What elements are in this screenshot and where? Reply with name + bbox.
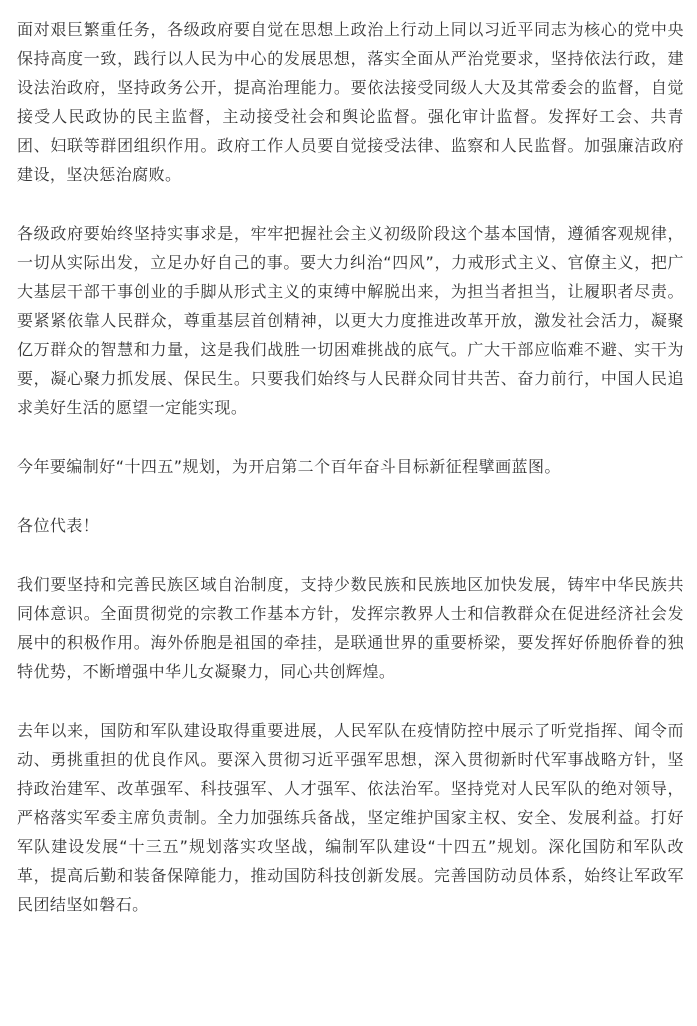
paragraph-five-year-plan: 今年要编制好“十四五”规划，为开启第二个百年奋斗目标新征程擘画蓝图。 [17,457,561,476]
paragraph-ethnic-religious-affairs: 我们要坚持和完善民族区域自治制度，支持少数民族和民族地区加快发展，铸牢中华民族共同体意识。全面贯彻党的宗教工作基本方针，发挥宗教界人士和信教群众在促进经济社会发展中的积极作用。海外侨胞是祖国的牵挂，是联通世界的重要桥梁，要发挥好侨胞侨眷的独特优势，不断增强中华儿女凝聚力，同心共创辉煌。 [17,575,684,681]
paragraph-address-deputies: 各位代表！ [17,516,100,535]
paragraph-seek-truth-from-facts: 各级政府要始终坚持实事求是，牢牢把握社会主义初级阶段这个基本国情，遵循客观规律，一切从实际出发，立足办好自己的事。要大力纠治“四风”，力戒形式主义、官僚主义，把广大基层干部干事创业的手脚从形式主义的束缚中解脱出来，为担当者担当，让履职者尽责。要紧紧依靠人民群众，尊重基层首创精神，以更大力度推进改革开放，激发社会活力，凝聚亿万群众的智慧和力量，这是我们战胜一切困难挑战的底气。广大干部应临难不避、实干为要，凝心聚力抓发展、保民生。只要我们始终与人民群众同甘共苦、奋力前行，中国人民追求美好生活的愿望一定能实现。 [17,224,684,417]
paragraph-national-defense: 去年以来，国防和军队建设取得重要进展，人民军队在疫情防控中展示了听党指挥、闻令而动、勇挑重担的优良作风。要深入贯彻习近平强军思想，深入贯彻新时代军事战略方针，坚持政治建军、改革强军、科技强军、人才强军、依法治军。坚持党对人民军队的绝对领导，严格落实军委主席负责制。全力加强练兵备战，坚定维护国家主权、安全、发展利益。打好军队建设发展“十三五”规划落实攻坚战，编制军队建设“十四五”规划。深化国防和军队改革，提高后勤和装备保障能力，推动国防科技创新发展。完善国防动员体系，始终让军政军民团结坚如磐石。 [17,721,684,914]
paragraph-government-supervision: 面对艰巨繁重任务，各级政府要自觉在思想上政治上行动上同以习近平同志为核心的党中央保持高度一致，践行以人民为中心的发展思想，落实全面从严治党要求，坚持依法行政，建设法治政府，坚持政务公开，提高治理能力。要依法接受同级人大及其常委会的监督，自觉接受人民政协的民主监督，主动接受社会和舆论监督。强化审计监督。发挥好工会、共青团、妇联等群团组织作用。政府工作人员要自觉接受法律、监察和人民监督。加强廉洁政府建设，坚决惩治腐败。 [17,20,684,184]
article-body [17,15,684,919]
